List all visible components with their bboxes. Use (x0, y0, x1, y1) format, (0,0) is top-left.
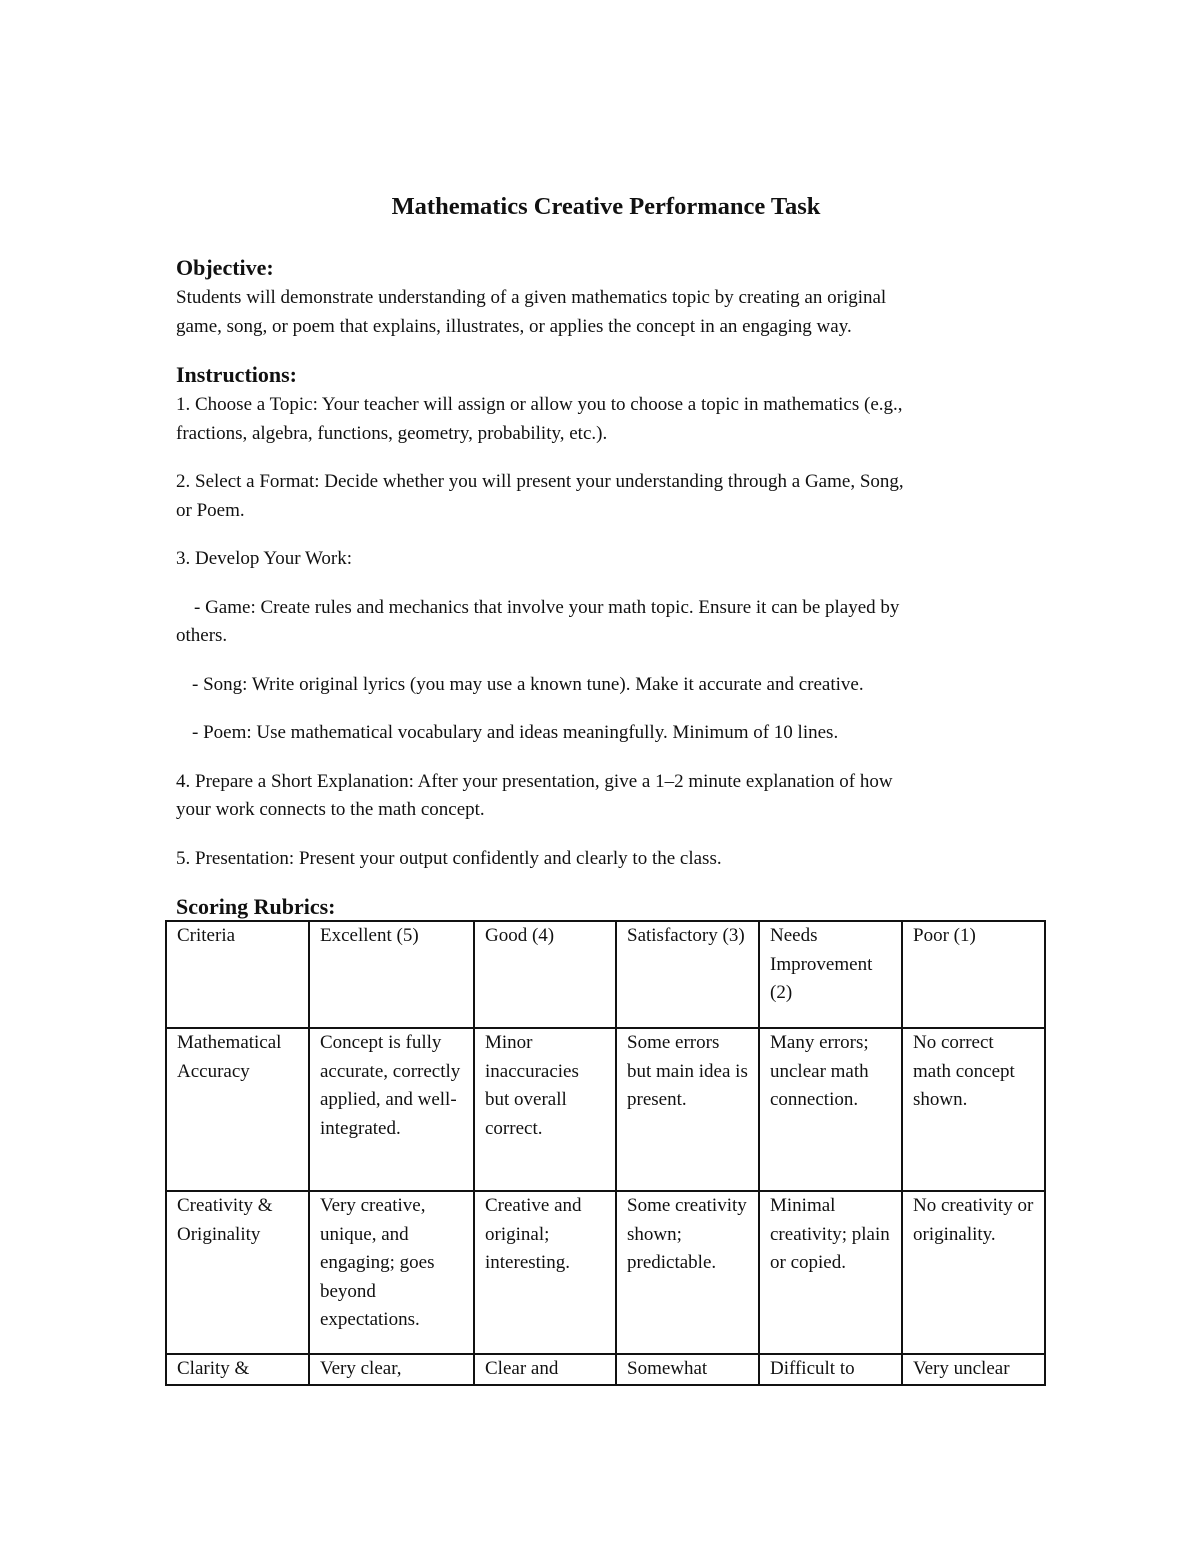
document-title: Mathematics Creative Performance Task (391, 193, 821, 220)
table-cell: No correct math concept shown. (902, 1028, 1045, 1191)
instruction-song: - Song: Write original lyrics (you may use a known tune). Make it accurate and creative. (192, 673, 864, 695)
document-page (176, 190, 1036, 923)
table-row (166, 1028, 1045, 1191)
objective-text (176, 284, 1036, 341)
instruction-step-5: 5. Presentation: Present your output confidently and clearly to the class. (176, 847, 722, 869)
table-row (166, 1354, 1045, 1385)
table-cell: No creativity or originality. (902, 1191, 1045, 1354)
table-header-cell: Poor (1) (902, 921, 1045, 1028)
instruction-game (176, 594, 1036, 651)
table-header-row (166, 921, 1045, 1028)
table-cell: Creativity & Originality (166, 1191, 309, 1354)
table-header-cell: Criteria (166, 921, 309, 1028)
objective-line: game, song, or poem that explains, illustrates, or applies the concept in an engaging way. (176, 315, 852, 337)
instruction-poem: - Poem: Use mathematical vocabulary and ideas meaningfully. Minimum of 10 lines. (192, 722, 839, 743)
table-cell: Many errors; unclear math connection. (759, 1028, 902, 1191)
table-cell: Difficult to (759, 1354, 902, 1385)
table-cell: Creative and original; interesting. (474, 1191, 616, 1354)
objective-heading: Objective: (176, 255, 274, 280)
instruction-line: 2. Select a Format: Decide whether you will present your understanding through a Game, Song, (176, 471, 904, 492)
instruction-step-1 (176, 391, 1036, 448)
table-header-cell: Good (4) (474, 921, 616, 1028)
table-cell: Some creativity shown; predictable. (616, 1191, 759, 1354)
table-cell: Minor inaccuracies but overall correct. (474, 1028, 616, 1191)
instructions-heading: Instructions: (176, 362, 298, 387)
table-cell: Concept is fully accurate, correctly applied, and well-integrated. (309, 1028, 474, 1191)
table-cell: Very unclear (902, 1354, 1045, 1385)
objective-line: Students will demonstrate understanding of a given mathematics topic by creating an original (176, 287, 887, 308)
instruction-line: 1. Choose a Topic: Your teacher will assign or allow you to choose a topic in mathematics (e.g., (176, 394, 903, 415)
table-cell: Mathematical Accuracy (166, 1028, 309, 1191)
table-header-cell: Satisfactory (3) (616, 921, 759, 1028)
instruction-line: fractions, algebra, functions, geometry, probability, etc.). (176, 422, 608, 444)
instruction-line: or Poem. (176, 499, 245, 521)
instruction-line: your work connects to the math concept. (176, 799, 485, 820)
instruction-step-2 (176, 468, 1036, 525)
table-header-cell: Needs Improvement (2) (759, 921, 902, 1028)
instruction-step-3: 3. Develop Your Work: (176, 548, 352, 569)
table-cell: Clear and (474, 1354, 616, 1385)
table-cell: Somewhat (616, 1354, 759, 1385)
instruction-line: others. (176, 625, 228, 646)
table-row (166, 1191, 1045, 1354)
table-cell: Clarity & (166, 1354, 309, 1385)
table-header-cell: Excellent (5) (309, 921, 474, 1028)
table-cell: Some errors but main idea is present. (616, 1028, 759, 1191)
table-cell: Very creative, unique, and engaging; goes beyond expectations. (309, 1191, 474, 1354)
rubric-heading: Scoring Rubrics: (176, 894, 336, 919)
table-cell: Minimal creativity; plain or copied. (759, 1191, 902, 1354)
table-cell: Very clear, (309, 1354, 474, 1385)
instruction-line: 4. Prepare a Short Explanation: After your presentation, give a 1–2 minute explanation of how (176, 770, 893, 792)
rubric-table (165, 920, 1046, 1386)
instruction-step-4 (176, 768, 1036, 825)
instruction-line: - Game: Create rules and mechanics that involve your math topic. Ensure it can be played by (194, 596, 900, 618)
